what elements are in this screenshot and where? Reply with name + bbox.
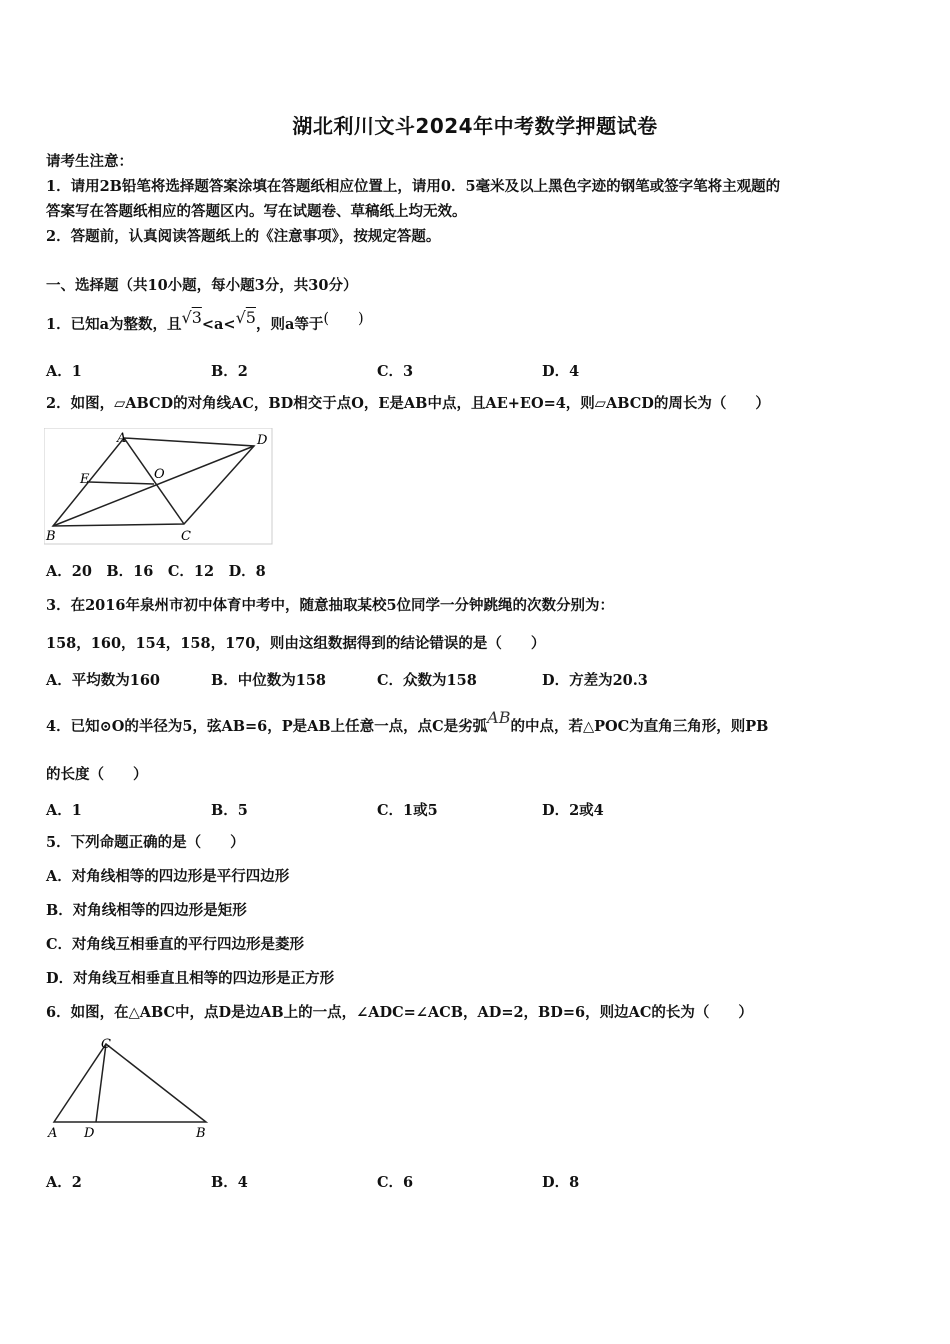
q6-option-a: A．2 xyxy=(46,1174,82,1191)
q2-options: A．20 B．16 C．12 D．8 xyxy=(46,563,266,580)
q1-suffix: ，则a等于 xyxy=(255,316,324,333)
notice-item-2: 2．答题前，认真阅读答题纸上的《注意事项》，按规定答题。 xyxy=(46,228,441,245)
label-o: O xyxy=(154,467,165,482)
question-5: 5．下列命题正确的是（ ） xyxy=(46,834,245,851)
notice-item-1b: 答案写在答题纸相应的答题区内。写在试题卷、草稿纸上均无效。 xyxy=(46,203,467,220)
q1-options xyxy=(46,360,746,380)
q1-prefix: 1．已知a为整数，且 xyxy=(46,316,182,333)
triangle-abc xyxy=(54,1044,206,1122)
section-heading: 一、选择题（共10小题，每小题3分，共30分） xyxy=(46,277,358,294)
arc-ab: AB xyxy=(487,708,511,727)
q5-option-c: C．对角线互相垂直的平行四边形是菱形 xyxy=(46,936,305,953)
label-c: C xyxy=(181,529,191,544)
segment-eo xyxy=(89,482,154,484)
question-2: 2．如图，▱ABCD的对角线AC，BD相交于点O，E是AB中点，且AE+EO=4，则▱ABCD的周长为（ ） xyxy=(46,395,770,412)
q6-option-d: D．8 xyxy=(542,1174,580,1191)
q1-option-a: A．1 xyxy=(46,363,82,380)
q4-option-a: A．1 xyxy=(46,802,82,819)
q4-option-c: C．1或5 xyxy=(377,802,438,819)
question-6: 6．如图，在△ABC中，点D是边AB上的一点，∠ADC=∠ACB，AD=2，BD=6，则边AC的长为（ ） xyxy=(46,1004,753,1021)
question-3-line-1: 3．在2016年泉州市初中体育中考中，随意抽取某校5位同学一分钟跳绳的次数分别为： xyxy=(46,597,615,614)
q3-option-a: A．平均数为160 xyxy=(46,672,161,689)
q1-mid: <a< xyxy=(201,316,236,333)
q5-option-b: B．对角线相等的四边形是矩形 xyxy=(46,902,247,919)
q3-options xyxy=(46,669,746,689)
q4-options xyxy=(46,799,746,819)
page-title: 湖北利川文斗2024年中考数学押题试卷 xyxy=(292,114,658,138)
q4-option-d: D．2或4 xyxy=(542,802,604,819)
label-e: E xyxy=(80,472,90,487)
label-a: A xyxy=(48,1126,58,1141)
q5-option-d: D．对角线互相垂直且相等的四边形是正方形 xyxy=(46,970,335,987)
q3-option-d: D．方差为20.3 xyxy=(542,672,648,689)
notice-heading: 请考生注意： xyxy=(46,153,133,170)
q4-stem-b: 的中点，若△POC为直角三角形，则PB xyxy=(510,718,769,735)
q1-option-c: C．3 xyxy=(377,363,414,380)
q1-paren: ( ) xyxy=(323,311,364,327)
sqrt-3: √3 xyxy=(181,308,202,327)
question-3-line-2: 158，160，154，158，170，则由这组数据得到的结论错误的是（ ） xyxy=(46,635,546,652)
q6-options xyxy=(46,1171,746,1191)
label-d: D xyxy=(257,433,268,448)
notice-item-1a: 1．请用2B铅笔将选择题答案涂填在答题纸相应位置上，请用0．5毫米及以上黑色字迹的钢笔或签字笔将主观题的 xyxy=(46,178,781,195)
q6-option-b: B．4 xyxy=(211,1174,248,1191)
label-c: C xyxy=(101,1037,111,1052)
label-d: D xyxy=(84,1126,95,1141)
q1-option-b: B．2 xyxy=(211,363,248,380)
question-4-line-2: 的长度（ ） xyxy=(46,766,148,783)
q5-option-a: A．对角线相等的四边形是平行四边形 xyxy=(46,868,290,885)
q1-option-d: D．4 xyxy=(542,363,580,380)
label-a: A xyxy=(117,431,127,446)
question-1 xyxy=(46,308,364,335)
q4-stem-a: 4．已知⊙O的半径为5，弦AB=6，P是AB上任意一点，点C是劣弧 xyxy=(46,718,488,735)
q3-option-b: B．中位数为158 xyxy=(211,672,327,689)
label-b: B xyxy=(46,529,56,544)
triangle-figure xyxy=(44,1034,216,1142)
q4-option-b: B．5 xyxy=(211,802,248,819)
q6-option-c: C．6 xyxy=(377,1174,414,1191)
label-b: B xyxy=(196,1126,206,1141)
q3-option-c: C．众数为158 xyxy=(377,672,477,689)
sqrt-5: √5 xyxy=(235,308,256,327)
question-4-line-1 xyxy=(46,708,769,737)
parallelogram-figure xyxy=(44,428,276,546)
